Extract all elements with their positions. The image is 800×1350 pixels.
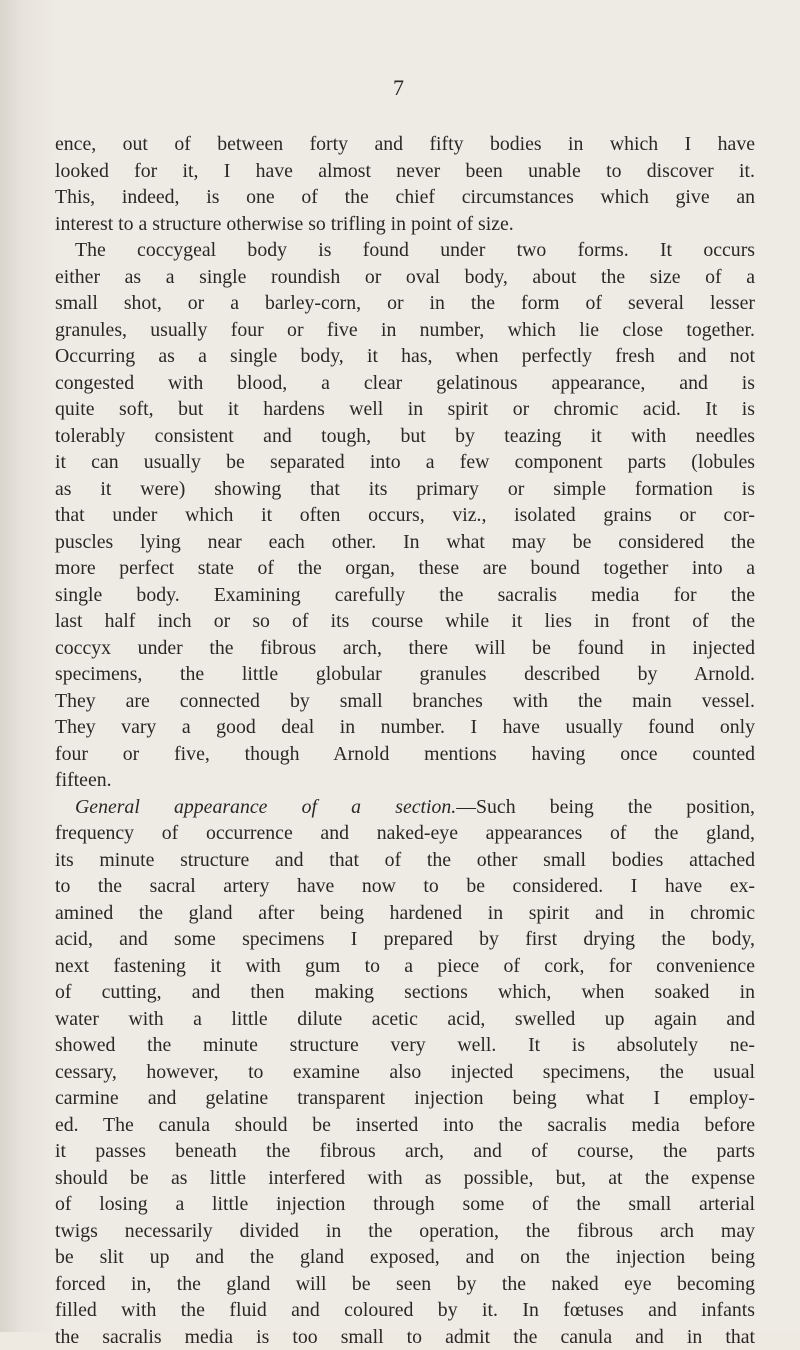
text-line: of losing a little injection through some of the small arterial: [55, 1191, 755, 1218]
text-line: next fastening it with gum to a piece of cork, for convenience: [55, 953, 755, 980]
text-line: acid, and some specimens I prepared by first drying the body,: [55, 926, 755, 953]
text-line: cessary, however, to examine also injected specimens, the usual: [55, 1059, 755, 1086]
text-line: of cutting, and then making sections which, when soaked in: [55, 979, 755, 1006]
text-line: Occurring as a single body, it has, when perfectly fresh and not: [55, 343, 755, 370]
text-line: its minute structure and that of the other small bodies attached: [55, 847, 755, 874]
text-line: tolerably consistent and tough, but by teazing it with needles: [55, 423, 755, 450]
text-line: filled with the fluid and coloured by it. In fœtuses and infants: [55, 1297, 755, 1324]
text-line: single body. Examining carefully the sacralis media for the: [55, 582, 755, 609]
text-line: This, indeed, is one of the chief circumstances which give an: [55, 184, 755, 211]
text-line: They are connected by small branches with the main vessel.: [55, 688, 755, 715]
page-number: 7: [393, 74, 404, 102]
text-line: last half inch or so of its course while it lies in front of the: [55, 608, 755, 635]
text-line: quite soft, but it hardens well in spirit or chromic acid. It is: [55, 396, 755, 423]
text-line: be slit up and the gland exposed, and on the injection being: [55, 1244, 755, 1271]
text-line: small shot, or a barley-corn, or in the form of several lesser: [55, 290, 755, 317]
text-line: amined the gland after being hardened in spirit and in chromic: [55, 900, 755, 927]
text-line: it can usually be separated into a few component parts (lobules: [55, 449, 755, 476]
text-line: showed the minute structure very well. It is absolutely ne-: [55, 1032, 755, 1059]
text-line: either as a single roundish or oval body, about the size of a: [55, 264, 755, 291]
text-line: carmine and gelatine transparent injection being what I employ-: [55, 1085, 755, 1112]
text-line: ence, out of between forty and fifty bodies in which I have: [55, 131, 755, 158]
text-line: puscles lying near each other. In what may be considered the: [55, 529, 755, 556]
text-line: should be as little interfered with as possible, but, at the expense: [55, 1165, 755, 1192]
body-text: [55, 131, 755, 1350]
text-line: four or five, though Arnold mentions having once counted: [55, 741, 755, 768]
text-line: frequency of occurrence and naked-eye appearances of the gland,: [55, 820, 755, 847]
text-line: forced in, the gland will be seen by the naked eye becoming: [55, 1271, 755, 1298]
text-line: more perfect state of the organ, these are bound together into a: [55, 555, 755, 582]
text-line: looked for it, I have almost never been unable to discover it.: [55, 158, 755, 185]
text-line: fifteen.: [55, 767, 755, 794]
text-line: granules, usually four or five in number, which lie close together.: [55, 317, 755, 344]
text-line: They vary a good deal in number. I have usually found only: [55, 714, 755, 741]
text-line: congested with blood, a clear gelatinous appearance, and is: [55, 370, 755, 397]
text-line: as it were) showing that its primary or simple formation is: [55, 476, 755, 503]
text-line: coccyx under the fibrous arch, there will be found in injected: [55, 635, 755, 662]
section-heading-line: [55, 794, 755, 821]
text-line: twigs necessarily divided in the operation, the fibrous arch may: [55, 1218, 755, 1245]
text-line: to the sacral artery have now to be considered. I have ex-: [55, 873, 755, 900]
text-line: water with a little dilute acetic acid, swelled up again and: [55, 1006, 755, 1033]
text-line: specimens, the little globular granules described by Arnold.: [55, 661, 755, 688]
section-heading-rest: —Such being the position,: [456, 796, 755, 818]
text-line: that under which it often occurs, viz., isolated grains or cor-: [55, 502, 755, 529]
text-line: The coccygeal body is found under two forms. It occurs: [55, 237, 755, 264]
text-line: it passes beneath the fibrous arch, and of course, the parts: [55, 1138, 755, 1165]
section-heading: General appearance of a section.: [75, 796, 456, 818]
text-line: ed. The canula should be inserted into the sacralis media before: [55, 1112, 755, 1139]
text-line: interest to a structure otherwise so trifling in point of size.: [55, 211, 755, 238]
text-line: the sacralis media is too small to admit the canula and in that: [55, 1324, 755, 1350]
